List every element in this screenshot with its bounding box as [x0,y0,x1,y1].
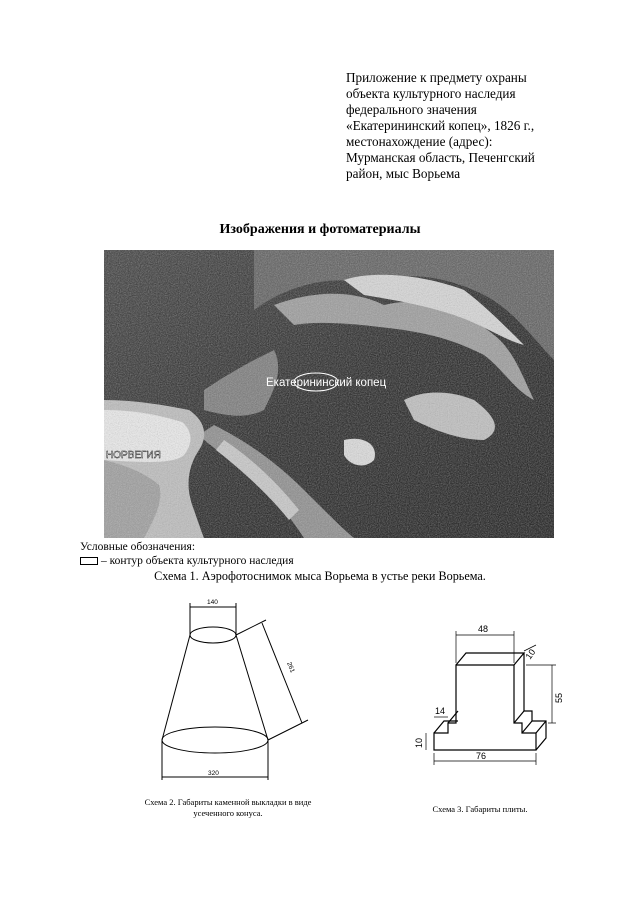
label-site: Екатерининский копец [266,377,387,389]
header-line-6: Мурманская область, Печенгский [346,150,535,165]
aerial-photo-image [104,250,554,538]
aerial-photo [104,250,554,538]
contour-swatch-icon [80,557,98,565]
scheme3-height-dim: 55 [554,692,564,703]
header-line-3: федерального значения [346,102,477,117]
legend-title: Условные обозначения: [80,541,196,553]
scheme3-step-dim: 14 [435,706,446,716]
scheme3-bottom-dim: 76 [476,751,487,761]
section-title: Изображения и фотоматериалы [219,222,421,237]
header-line-1: Приложение к предмету охраны [346,70,527,85]
scheme2-side-dim: 261 [285,661,296,674]
scheme2-cone-drawing [150,595,320,795]
scheme3-top-dim: 48 [478,624,489,634]
document-header [346,70,586,182]
legend-item-label: – контур объекта культурного наследия [101,555,294,567]
scheme3-caption: Схема 3. Габариты плиты. [432,804,528,814]
header-line-7: район, мыс Ворьема [346,166,461,181]
scheme1-caption: Схема 1. Аэрофотоснимок мыса Ворьема в устье реки Ворьема. [154,569,486,583]
scheme3-base-dim: 10 [414,737,424,748]
header-line-2: объекта культурного наследия [346,86,516,101]
scheme2-caption [108,797,348,819]
label-country: НОРВЕГИЯ [106,450,161,461]
scheme2-caption-line2: усеченного конуса. [193,808,263,818]
scheme3-diag-dim: 10 [523,647,538,662]
scheme3-plate-drawing [410,615,580,775]
header-line-4: «Екатерининский копец», 1826 г., [346,118,535,133]
legend-item [80,555,294,567]
header-line-5: местонахождение (адрес): [346,134,493,149]
scheme2-top-dim: 140 [207,599,218,606]
scheme2-caption-line1: Схема 2. Габариты каменной выкладки в виде [144,797,312,807]
scheme2-bottom-dim: 320 [208,770,219,777]
